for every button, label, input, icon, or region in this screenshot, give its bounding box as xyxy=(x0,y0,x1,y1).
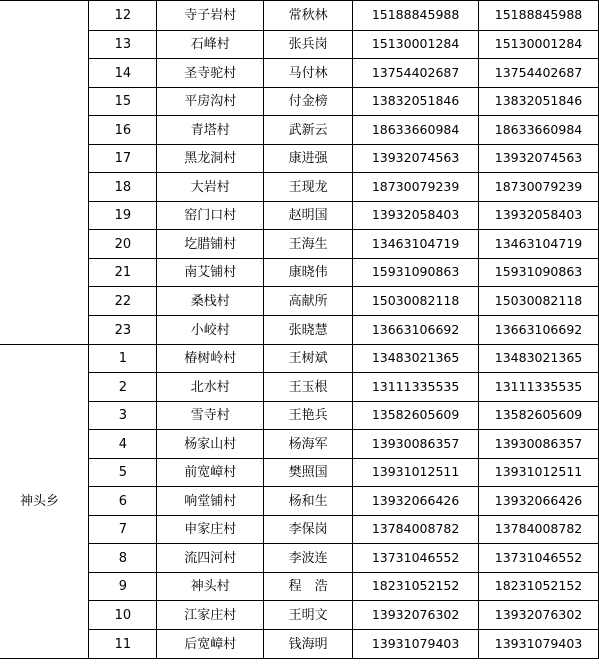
person-name-cell: 康晓伟 xyxy=(264,259,353,287)
person-name-cell: 樊照国 xyxy=(264,459,353,487)
phone-cell: 13832051846 xyxy=(479,88,599,116)
phone-cell: 13731046552 xyxy=(479,544,599,573)
row-number-cell: 3 xyxy=(89,402,157,430)
phone-cell: 18231052152 xyxy=(479,573,599,601)
person-name-cell: 王艳兵 xyxy=(264,402,353,430)
village-cell: 申家庄村 xyxy=(157,516,264,544)
village-cell: 神头村 xyxy=(157,573,264,601)
person-name-cell: 付金榜 xyxy=(264,88,353,116)
row-number-cell: 17 xyxy=(89,145,157,173)
person-name-cell: 张兵岗 xyxy=(264,31,353,59)
person-name-cell: 常秋林 xyxy=(264,1,353,31)
person-name-cell: 李保岗 xyxy=(264,516,353,544)
person-name-cell: 钱海明 xyxy=(264,630,353,659)
village-cell: 石峰村 xyxy=(157,31,264,59)
row-number-cell: 23 xyxy=(89,316,157,345)
person-name-cell: 高献所 xyxy=(264,287,353,316)
person-name-cell: 王海生 xyxy=(264,230,353,259)
person-name-cell: 王明文 xyxy=(264,601,353,630)
table-row xyxy=(0,516,599,544)
phone-cell: 13731046552 xyxy=(353,544,479,573)
person-name-cell: 马付林 xyxy=(264,59,353,88)
phone-cell: 13931079403 xyxy=(353,630,479,659)
row-number-cell: 10 xyxy=(89,601,157,630)
phone-cell: 13784008782 xyxy=(353,516,479,544)
phone-cell: 13582605609 xyxy=(479,402,599,430)
row-number-cell: 18 xyxy=(89,173,157,202)
table-row xyxy=(0,31,599,59)
phone-cell: 13932066426 xyxy=(479,487,599,516)
person-name-cell: 杨和生 xyxy=(264,487,353,516)
phone-cell: 13111335535 xyxy=(479,373,599,402)
village-cell: 桑栈村 xyxy=(157,287,264,316)
phone-cell: 15188845988 xyxy=(479,1,599,31)
village-cell: 南艾铺村 xyxy=(157,259,264,287)
row-number-cell: 1 xyxy=(89,345,157,373)
row-number-cell: 7 xyxy=(89,516,157,544)
phone-cell: 13932058403 xyxy=(479,202,599,230)
village-cell: 江家庄村 xyxy=(157,601,264,630)
table-row xyxy=(0,88,599,116)
phone-cell: 13463104719 xyxy=(479,230,599,259)
phone-cell: 13930086357 xyxy=(479,430,599,459)
table-row xyxy=(0,145,599,173)
town-cell xyxy=(0,1,89,345)
phone-cell: 15130001284 xyxy=(353,31,479,59)
village-cell: 杨家山村 xyxy=(157,430,264,459)
village-cell: 寺子岩村 xyxy=(157,1,264,31)
person-name-cell: 张晓慧 xyxy=(264,316,353,345)
phone-cell: 15188845988 xyxy=(353,1,479,31)
town-cell: 神头乡 xyxy=(0,345,89,659)
phone-cell: 13754402687 xyxy=(479,59,599,88)
row-number-cell: 15 xyxy=(89,88,157,116)
village-cell: 青塔村 xyxy=(157,116,264,145)
person-name-cell: 王树斌 xyxy=(264,345,353,373)
table-row xyxy=(0,1,599,31)
phone-cell: 13111335535 xyxy=(353,373,479,402)
village-cell: 平房沟村 xyxy=(157,88,264,116)
table-row xyxy=(0,316,599,345)
village-cell: 黑龙洞村 xyxy=(157,145,264,173)
phone-cell: 15030082118 xyxy=(479,287,599,316)
table-row xyxy=(0,459,599,487)
table-row xyxy=(0,259,599,287)
row-number-cell: 21 xyxy=(89,259,157,287)
table-row xyxy=(0,430,599,459)
row-number-cell: 5 xyxy=(89,459,157,487)
village-cell: 前宽嶂村 xyxy=(157,459,264,487)
row-number-cell: 22 xyxy=(89,287,157,316)
table-row xyxy=(0,345,599,373)
phone-cell: 13932074563 xyxy=(353,145,479,173)
table-row xyxy=(0,173,599,202)
row-number-cell: 12 xyxy=(89,1,157,31)
person-name-cell: 杨海军 xyxy=(264,430,353,459)
village-cell: 大岩村 xyxy=(157,173,264,202)
village-cell: 圣寺驼村 xyxy=(157,59,264,88)
phone-cell: 13931012511 xyxy=(353,459,479,487)
phone-cell: 13930086357 xyxy=(353,430,479,459)
phone-cell: 13483021365 xyxy=(479,345,599,373)
village-cell: 椿树岭村 xyxy=(157,345,264,373)
village-cell: 流四河村 xyxy=(157,544,264,573)
table-row xyxy=(0,202,599,230)
phone-cell: 15030082118 xyxy=(353,287,479,316)
phone-cell: 18231052152 xyxy=(353,573,479,601)
table-row xyxy=(0,630,599,659)
phone-cell: 13932076302 xyxy=(353,601,479,630)
person-name-cell: 王现龙 xyxy=(264,173,353,202)
village-cell: 小峧村 xyxy=(157,316,264,345)
person-name-cell: 武新云 xyxy=(264,116,353,145)
village-cell: 后宽嶂村 xyxy=(157,630,264,659)
phone-cell: 13932076302 xyxy=(479,601,599,630)
phone-cell: 13663106692 xyxy=(479,316,599,345)
phone-cell: 18730079239 xyxy=(353,173,479,202)
row-number-cell: 9 xyxy=(89,573,157,601)
row-number-cell: 14 xyxy=(89,59,157,88)
row-number-cell: 20 xyxy=(89,230,157,259)
table-row xyxy=(0,287,599,316)
row-number-cell: 16 xyxy=(89,116,157,145)
row-number-cell: 4 xyxy=(89,430,157,459)
phone-cell: 18730079239 xyxy=(479,173,599,202)
contact-table-body xyxy=(0,1,599,659)
phone-cell: 13784008782 xyxy=(479,516,599,544)
row-number-cell: 11 xyxy=(89,630,157,659)
phone-cell: 15130001284 xyxy=(479,31,599,59)
table-row xyxy=(0,230,599,259)
row-number-cell: 8 xyxy=(89,544,157,573)
row-number-cell: 2 xyxy=(89,373,157,402)
phone-cell: 13663106692 xyxy=(353,316,479,345)
row-number-cell: 13 xyxy=(89,31,157,59)
table-row xyxy=(0,601,599,630)
village-cell: 圪腊铺村 xyxy=(157,230,264,259)
village-cell: 响堂铺村 xyxy=(157,487,264,516)
person-name-cell: 李波连 xyxy=(264,544,353,573)
row-number-cell: 6 xyxy=(89,487,157,516)
table-row xyxy=(0,573,599,601)
phone-cell: 13932066426 xyxy=(353,487,479,516)
phone-cell: 18633660984 xyxy=(353,116,479,145)
table-row xyxy=(0,487,599,516)
table-row xyxy=(0,373,599,402)
table-row xyxy=(0,116,599,145)
phone-cell: 13483021365 xyxy=(353,345,479,373)
person-name-cell: 程 浩 xyxy=(264,573,353,601)
phone-cell: 13932074563 xyxy=(479,145,599,173)
village-cell: 北水村 xyxy=(157,373,264,402)
person-name-cell: 王玉根 xyxy=(264,373,353,402)
phone-cell: 13931012511 xyxy=(479,459,599,487)
phone-cell: 15931090863 xyxy=(479,259,599,287)
person-name-cell: 康进强 xyxy=(264,145,353,173)
phone-cell: 13832051846 xyxy=(353,88,479,116)
table-row xyxy=(0,544,599,573)
table-row xyxy=(0,402,599,430)
phone-cell: 18633660984 xyxy=(479,116,599,145)
table-row xyxy=(0,59,599,88)
phone-cell: 15931090863 xyxy=(353,259,479,287)
phone-cell: 13932058403 xyxy=(353,202,479,230)
phone-cell: 13754402687 xyxy=(353,59,479,88)
phone-cell: 13463104719 xyxy=(353,230,479,259)
person-name-cell: 赵明国 xyxy=(264,202,353,230)
village-cell: 窑门口村 xyxy=(157,202,264,230)
phone-cell: 13931079403 xyxy=(479,630,599,659)
phone-cell: 13582605609 xyxy=(353,402,479,430)
village-cell: 雪寺村 xyxy=(157,402,264,430)
row-number-cell: 19 xyxy=(89,202,157,230)
